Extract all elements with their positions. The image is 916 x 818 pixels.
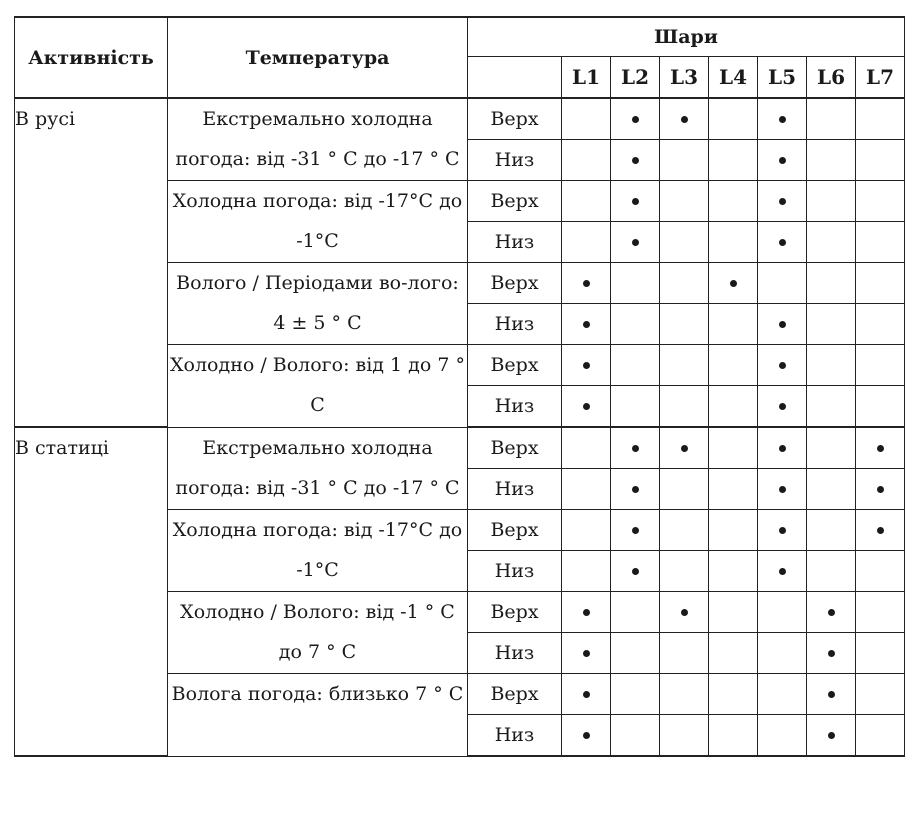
position-cell: Верх — [468, 592, 562, 633]
bullet-dot-icon — [681, 609, 688, 616]
layer-cell-l5 — [758, 222, 807, 263]
position-cell: Верх — [468, 510, 562, 551]
layer-cell-l4 — [709, 98, 758, 140]
bullet-dot-icon — [632, 445, 639, 452]
bullet-dot-icon — [828, 691, 835, 698]
layer-cell-l2 — [611, 263, 660, 304]
layer-cell-l2 — [611, 304, 660, 345]
layer-cell-l6 — [807, 674, 856, 715]
layer-cell-l1 — [562, 386, 611, 428]
layer-cell-l7 — [856, 181, 905, 222]
layer-cell-l3 — [660, 469, 709, 510]
bullet-dot-icon — [583, 609, 590, 616]
layer-cell-l4 — [709, 304, 758, 345]
layer-cell-l2 — [611, 140, 660, 181]
layer-cell-l7 — [856, 592, 905, 633]
layer-cell-l6 — [807, 140, 856, 181]
layer-cell-l4 — [709, 263, 758, 304]
layer-cell-l6 — [807, 386, 856, 428]
header-layers: Шари — [468, 17, 905, 57]
layer-cell-l4 — [709, 633, 758, 674]
layer-cell-l3 — [660, 427, 709, 469]
layer-cell-l4 — [709, 715, 758, 757]
layer-cell-l2 — [611, 469, 660, 510]
temperature-cell: Холодно / Волого: від 1 до 7 ° C — [168, 345, 468, 428]
layer-cell-l4 — [709, 674, 758, 715]
layer-cell-l2 — [611, 345, 660, 386]
document-page — [14, 16, 904, 806]
header-layer-l1: L1 — [562, 57, 611, 99]
bullet-dot-icon — [583, 321, 590, 328]
layer-cell-l3 — [660, 263, 709, 304]
header-layer-l2: L2 — [611, 57, 660, 99]
bullet-dot-icon — [779, 403, 786, 410]
header-position-blank — [468, 57, 562, 99]
layer-cell-l2 — [611, 222, 660, 263]
table-row — [15, 427, 905, 469]
bullet-dot-icon — [779, 486, 786, 493]
layer-cell-l5 — [758, 674, 807, 715]
layer-cell-l2 — [611, 592, 660, 633]
layer-cell-l4 — [709, 222, 758, 263]
bullet-dot-icon — [730, 280, 737, 287]
bullet-dot-icon — [877, 527, 884, 534]
bullet-dot-icon — [583, 691, 590, 698]
layer-cell-l2 — [611, 181, 660, 222]
layer-cell-l1 — [562, 140, 611, 181]
layer-cell-l1 — [562, 427, 611, 469]
bullet-dot-icon — [779, 362, 786, 369]
bullet-dot-icon — [681, 116, 688, 123]
layer-cell-l5 — [758, 263, 807, 304]
layer-cell-l6 — [807, 222, 856, 263]
layer-cell-l4 — [709, 510, 758, 551]
layer-cell-l4 — [709, 181, 758, 222]
layer-cell-l6 — [807, 345, 856, 386]
layer-cell-l2 — [611, 386, 660, 428]
layer-cell-l7 — [856, 633, 905, 674]
layer-cell-l4 — [709, 469, 758, 510]
layer-cell-l7 — [856, 674, 905, 715]
layer-cell-l7 — [856, 222, 905, 263]
layer-cell-l2 — [611, 98, 660, 140]
layer-cell-l3 — [660, 98, 709, 140]
temperature-cell: Волога погода: близько 7 ° C — [168, 674, 468, 757]
layer-cell-l4 — [709, 140, 758, 181]
position-cell: Низ — [468, 551, 562, 592]
position-cell: Верх — [468, 98, 562, 140]
table-header — [15, 17, 905, 98]
layer-cell-l1 — [562, 98, 611, 140]
position-cell: Верх — [468, 263, 562, 304]
header-layer-l6: L6 — [807, 57, 856, 99]
bullet-dot-icon — [583, 362, 590, 369]
layer-cell-l5 — [758, 181, 807, 222]
position-cell: Верх — [468, 181, 562, 222]
layer-cell-l3 — [660, 140, 709, 181]
layer-cell-l3 — [660, 386, 709, 428]
layer-cell-l5 — [758, 386, 807, 428]
temperature-cell: Холодно / Волого: від -1 ° C до 7 ° C — [168, 592, 468, 674]
layer-cell-l7 — [856, 510, 905, 551]
layer-cell-l7 — [856, 345, 905, 386]
bullet-dot-icon — [828, 650, 835, 657]
position-cell: Верх — [468, 427, 562, 469]
layer-cell-l6 — [807, 715, 856, 757]
layer-cell-l6 — [807, 551, 856, 592]
layer-cell-l1 — [562, 345, 611, 386]
activity-cell: В русі — [15, 98, 168, 427]
layer-cell-l7 — [856, 715, 905, 757]
layer-cell-l3 — [660, 551, 709, 592]
layer-cell-l5 — [758, 427, 807, 469]
layer-cell-l3 — [660, 592, 709, 633]
bullet-dot-icon — [632, 527, 639, 534]
position-cell: Низ — [468, 386, 562, 428]
position-cell: Низ — [468, 140, 562, 181]
layer-cell-l1 — [562, 715, 611, 757]
layer-cell-l2 — [611, 510, 660, 551]
layer-cell-l6 — [807, 181, 856, 222]
position-cell: Низ — [468, 633, 562, 674]
layer-cell-l4 — [709, 551, 758, 592]
layer-cell-l6 — [807, 263, 856, 304]
layer-cell-l4 — [709, 427, 758, 469]
bullet-dot-icon — [583, 650, 590, 657]
table-body — [15, 98, 905, 756]
bullet-dot-icon — [779, 239, 786, 246]
bullet-dot-icon — [583, 403, 590, 410]
temperature-cell: Екстремально холодна погода: від -31 ° C до -17 ° C — [168, 98, 468, 181]
temperature-cell: Холодна погода: від -17°C до -1°C — [168, 181, 468, 263]
layer-cell-l5 — [758, 140, 807, 181]
bullet-dot-icon — [779, 116, 786, 123]
position-cell: Низ — [468, 304, 562, 345]
layer-cell-l2 — [611, 715, 660, 757]
layer-cell-l7 — [856, 427, 905, 469]
bullet-dot-icon — [779, 198, 786, 205]
layer-cell-l6 — [807, 510, 856, 551]
position-cell: Низ — [468, 715, 562, 757]
header-layer-l3: L3 — [660, 57, 709, 99]
bullet-dot-icon — [632, 568, 639, 575]
header-layer-l5: L5 — [758, 57, 807, 99]
layer-cell-l6 — [807, 469, 856, 510]
layer-cell-l5 — [758, 345, 807, 386]
temperature-cell: Волого / Періодами во-лого: 4 ± 5 ° C — [168, 263, 468, 345]
header-layer-l4: L4 — [709, 57, 758, 99]
layer-cell-l2 — [611, 674, 660, 715]
layer-cell-l5 — [758, 304, 807, 345]
layer-cell-l1 — [562, 469, 611, 510]
layer-cell-l5 — [758, 633, 807, 674]
header-layer-l7: L7 — [856, 57, 905, 99]
layer-cell-l6 — [807, 304, 856, 345]
layer-cell-l6 — [807, 427, 856, 469]
layer-cell-l3 — [660, 674, 709, 715]
bullet-dot-icon — [779, 568, 786, 575]
layer-cell-l5 — [758, 592, 807, 633]
bullet-dot-icon — [583, 732, 590, 739]
layer-cell-l1 — [562, 551, 611, 592]
layer-cell-l7 — [856, 304, 905, 345]
layer-cell-l3 — [660, 510, 709, 551]
layer-cell-l1 — [562, 181, 611, 222]
layer-cell-l6 — [807, 98, 856, 140]
temperature-cell: Екстремально холодна погода: від -31 ° C до -17 ° C — [168, 427, 468, 510]
layer-cell-l3 — [660, 715, 709, 757]
bullet-dot-icon — [632, 239, 639, 246]
layer-cell-l1 — [562, 510, 611, 551]
layer-cell-l4 — [709, 345, 758, 386]
table-row — [15, 98, 905, 140]
layer-cell-l4 — [709, 386, 758, 428]
layer-cell-l2 — [611, 427, 660, 469]
layer-cell-l5 — [758, 551, 807, 592]
activity-cell: В статиці — [15, 427, 168, 756]
layer-cell-l1 — [562, 263, 611, 304]
layer-cell-l5 — [758, 715, 807, 757]
bullet-dot-icon — [779, 445, 786, 452]
bullet-dot-icon — [681, 445, 688, 452]
layer-cell-l2 — [611, 633, 660, 674]
bullet-dot-icon — [877, 445, 884, 452]
layer-cell-l5 — [758, 469, 807, 510]
bullet-dot-icon — [828, 609, 835, 616]
temperature-cell: Холодна погода: від -17°C до -1°C — [168, 510, 468, 592]
layer-cell-l5 — [758, 510, 807, 551]
layer-cell-l3 — [660, 181, 709, 222]
layer-cell-l1 — [562, 304, 611, 345]
layer-cell-l7 — [856, 386, 905, 428]
bullet-dot-icon — [828, 732, 835, 739]
bullet-dot-icon — [632, 116, 639, 123]
bullet-dot-icon — [779, 157, 786, 164]
bullet-dot-icon — [583, 280, 590, 287]
layer-cell-l7 — [856, 98, 905, 140]
layer-cell-l6 — [807, 592, 856, 633]
layer-cell-l3 — [660, 222, 709, 263]
layer-cell-l3 — [660, 345, 709, 386]
bullet-dot-icon — [779, 321, 786, 328]
clothing-layers-table — [14, 16, 905, 757]
position-cell: Низ — [468, 469, 562, 510]
layer-cell-l1 — [562, 222, 611, 263]
layer-cell-l7 — [856, 263, 905, 304]
layer-cell-l3 — [660, 304, 709, 345]
layer-cell-l7 — [856, 551, 905, 592]
bullet-dot-icon — [632, 157, 639, 164]
layer-cell-l7 — [856, 140, 905, 181]
layer-cell-l2 — [611, 551, 660, 592]
layer-cell-l1 — [562, 633, 611, 674]
layer-cell-l6 — [807, 633, 856, 674]
header-activity: Активність — [15, 17, 168, 98]
layer-cell-l1 — [562, 592, 611, 633]
bullet-dot-icon — [632, 486, 639, 493]
layer-cell-l3 — [660, 633, 709, 674]
layer-cell-l4 — [709, 592, 758, 633]
position-cell: Низ — [468, 222, 562, 263]
bullet-dot-icon — [877, 486, 884, 493]
header-temperature: Температура — [168, 17, 468, 98]
bullet-dot-icon — [632, 198, 639, 205]
layer-cell-l5 — [758, 98, 807, 140]
position-cell: Верх — [468, 674, 562, 715]
layer-cell-l7 — [856, 469, 905, 510]
layer-cell-l1 — [562, 674, 611, 715]
bullet-dot-icon — [779, 527, 786, 534]
position-cell: Верх — [468, 345, 562, 386]
